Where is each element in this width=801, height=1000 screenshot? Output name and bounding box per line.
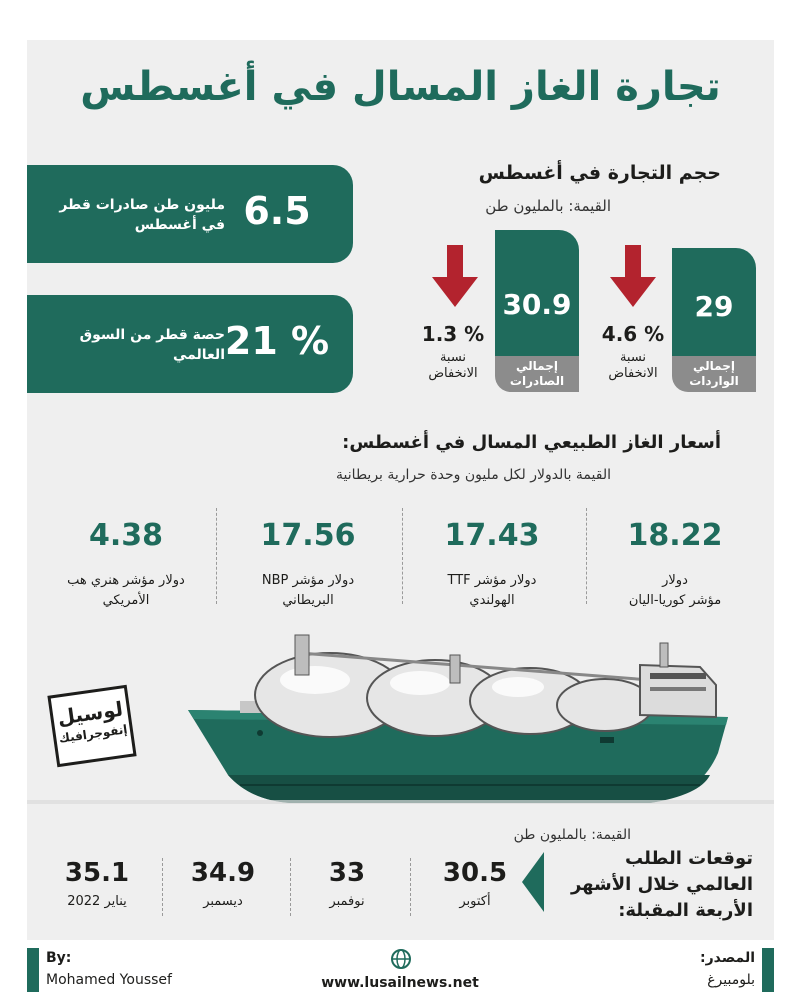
source-label: المصدر: <box>700 950 755 966</box>
trade-unit: القيمة: بالمليون طن <box>485 197 611 215</box>
page-title: تجارة الغاز المسال في أغسطس <box>80 64 721 110</box>
price-nbp <box>218 518 398 611</box>
down-arrow-icon <box>432 245 478 307</box>
forecast-october: 30.5 أكتوبر <box>442 858 508 909</box>
forecast-january: 35.1 يناير 2022 <box>64 858 130 909</box>
water-shadow <box>27 800 774 804</box>
price-label: دولار مؤشر NBP البريطاني <box>261 573 355 608</box>
forecast-november: 33 نوفمبر <box>328 858 366 909</box>
imports-tab: إجمالي الواردات <box>672 356 756 392</box>
price-value: 17.43 <box>444 518 540 553</box>
footer-accent-left <box>27 948 39 992</box>
stat-label: حصة قطر من السوق العالمي <box>79 327 225 363</box>
price-label: دولار مؤشر كوريا-اليان <box>628 573 722 608</box>
divider <box>586 508 587 604</box>
footer-accent-right <box>762 948 774 992</box>
trade-title: حجم التجارة في أغسطس <box>478 162 721 184</box>
imports-value: 29 <box>694 290 734 323</box>
chevron-left-icon <box>522 852 544 912</box>
price-label: دولار مؤشر هنري هب الأمريكي <box>67 573 185 608</box>
divider <box>162 858 163 916</box>
exports-drop <box>418 322 488 382</box>
exports-drop-label: نسبة الانخفاض <box>428 350 478 381</box>
lusail-logo: لوسيل إنفوجرافيك <box>47 685 136 767</box>
price-value: 17.56 <box>260 518 356 553</box>
stat-value: 21 % <box>224 319 330 363</box>
divider <box>216 508 217 604</box>
source-name: بلومبيرغ <box>707 972 755 988</box>
forecast-unit-wrap <box>411 826 631 843</box>
forecast-december: 34.9 ديسمبر <box>190 858 256 909</box>
exports-tab: إجمالي الصادرات <box>495 356 579 392</box>
price-value: 18.22 <box>627 518 723 553</box>
down-arrow-icon <box>610 245 656 307</box>
prices-title: أسعار الغاز الطبيعي المسال في أغسطس: <box>342 432 721 453</box>
by-label: By: <box>46 950 72 966</box>
divider <box>410 858 411 916</box>
price-label: دولار مؤشر TTF الهولندي <box>447 573 537 608</box>
exports-card <box>495 230 579 360</box>
forecast-title: توقعات الطلب العالمي خلال الأشهر الأربعة المقبلة: <box>570 848 753 921</box>
price-korea-japan <box>585 518 765 611</box>
forecast-unit: القيمة: بالمليون طن <box>513 827 631 843</box>
price-henry-hub <box>36 518 216 611</box>
exports-drop-value: 1.3 % <box>421 322 485 346</box>
divider <box>402 508 403 604</box>
imports-drop <box>598 322 668 382</box>
prices-unit: القيمة بالدولار لكل مليون وحدة حرارية بريطانية <box>336 467 611 483</box>
stat-card-exports <box>27 165 353 263</box>
exports-value: 30.9 <box>502 288 572 321</box>
divider <box>290 858 291 916</box>
price-ttf <box>402 518 582 611</box>
imports-drop-label: نسبة الانخفاض <box>608 350 658 381</box>
imports-card <box>672 248 756 360</box>
globe-icon <box>390 948 412 970</box>
stat-card-market-share <box>27 295 353 393</box>
lng-tanker-ship-icon <box>180 625 740 810</box>
website-link[interactable]: www.lusailnews.net <box>321 975 479 991</box>
author: Mohamed Youssef <box>46 972 172 988</box>
stat-value: 6.5 <box>243 189 311 233</box>
stat-label: مليون طن صادرات قطر في أغسطس <box>59 197 225 233</box>
price-value: 4.38 <box>88 518 164 553</box>
imports-drop-value: 4.6 % <box>601 322 665 346</box>
